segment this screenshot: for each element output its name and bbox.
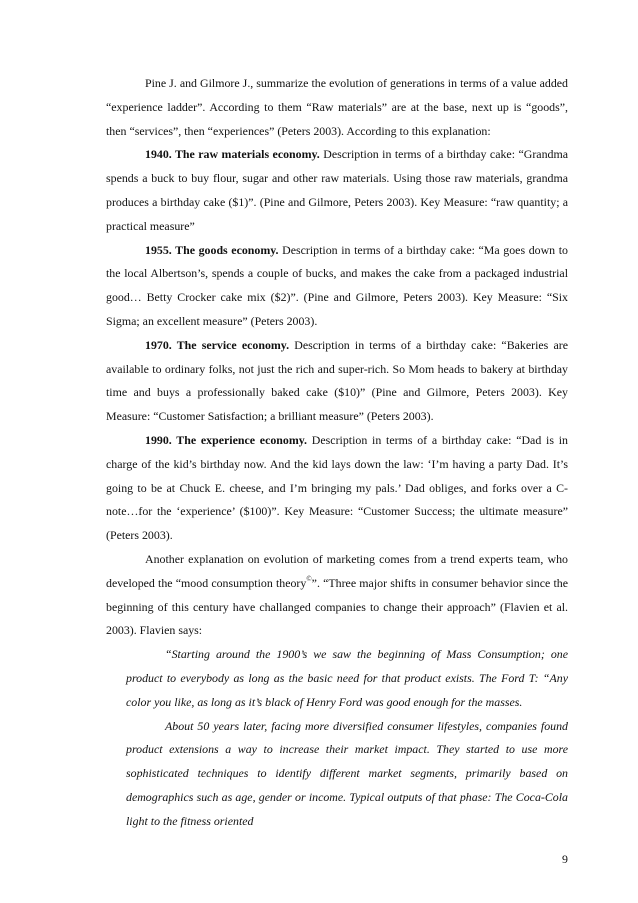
heading-1955: 1955. The goods economy. [145, 242, 279, 257]
quote-paragraph-2: About 50 years later, facing more diversified consumer lifestyles, companies found product extensions a way to increase their market impact. They started to use more sophisticated techniques to identify different market segments, primarily based on demographics such as age, gender or income. Typical outputs of that phase: The Coca-Cola light to the fitness oriented [126, 718, 568, 828]
text-1955: Description in terms of a birthday cake: “Ma goes down to the local Albertson’s, spends a couple of bucks, and makes the cake from a packaged industrial good… Betty Crocker cake mix ($2)”. (Pine and Gilmore, Peters 2003). Key Measure: “Six Sigma; an excellent measure” (Peters 2003). [106, 242, 568, 328]
body-text [106, 72, 568, 834]
paragraph-1940 [106, 143, 568, 238]
heading-1990: 1990. The experience economy. [145, 432, 308, 447]
page-number: 9 [562, 852, 568, 866]
heading-1970: 1970. The service economy. [145, 337, 290, 352]
quote-paragraph-1: “Starting around the 1900’s we saw the beginning of Mass Consumption; one product to everybody as long as the basic need for that product exists. The Ford T: “Any color you like, as long as it’s black of Henry Ford was good enough for the masses. [126, 647, 568, 709]
copyright-mark: © [306, 574, 312, 583]
text-mood-b: ”. “Three major shifts in consumer behavior since the beginning of this century have challanged companies to change their approach” (Flavien et al. 2003). Flavien says: [106, 575, 569, 638]
paragraph-1970 [106, 334, 568, 429]
paragraph-mood-theory [106, 548, 568, 643]
heading-1940: 1940. The raw materials economy. [145, 147, 320, 162]
text-mood-a: Another explanation on evolution of marketing comes from a trend experts team, who developed the “mood consumption theory [106, 551, 568, 590]
text-1940: Description in terms of a birthday cake: “Grandma spends a buck to buy flour, sugar and other raw materials. Using those raw materials, grandma produces a birthday cake ($1)”. (Pine and Gilmore, Peters 2003). Key Measure: “raw quantity; a practical measure” [106, 147, 568, 233]
text-1970: Description in terms of a birthday cake: “Bakeries are available to ordinary folks, not just the rich and super-rich. So Mom heads to bakery at birthday time and buys a professionally baked cake ($10)” (Pine and Gilmore, Peters 2003). Key Measure: “Customer Satisfaction; a brilliant measure” (Peters 2003). [106, 337, 568, 424]
paragraph-1955 [106, 239, 568, 334]
block-quote [126, 643, 568, 833]
paragraph-1990 [106, 429, 568, 548]
paragraph-intro: Pine J. and Gilmore J., summarize the evolution of generations in terms of a value added “experience ladder”. According to them “Raw materials” are at the base, next up is “goods”, then “services”, then “experiences” (Peters 2003). According to this explanation: [106, 76, 568, 138]
text-1990: Description in terms of a birthday cake: “Dad is in charge of the kid’s birthday now. And the kid lays down the law: ‘I’m having a party Dad. It’s going to be at Chuck E. cheese, and I’m bringing my pals.’ Dad obliges, and forks over a C-note…for the ‘experience’ ($100)”. Key Measure: “Customer Success; the ultimate measure” (Peters 2003). [106, 432, 568, 543]
